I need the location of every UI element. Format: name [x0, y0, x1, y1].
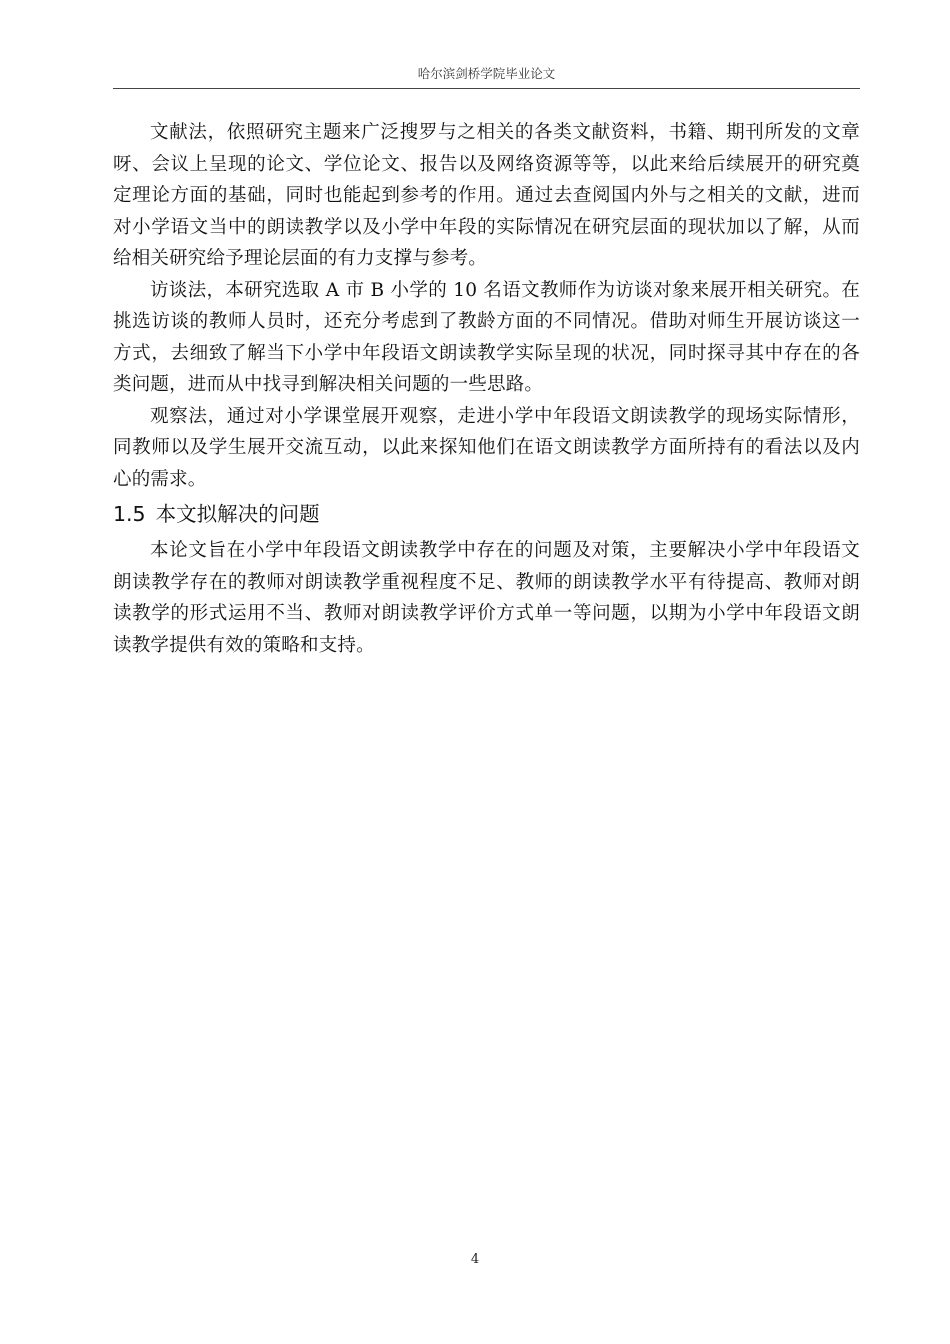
section-number: 1.5 — [113, 502, 146, 526]
page-header — [113, 66, 860, 89]
header-title: 哈尔滨剑桥学院毕业论文 — [417, 66, 556, 81]
section-heading — [113, 499, 860, 529]
page-number: 4 — [470, 1252, 480, 1267]
paragraph-interview-method: 访谈法，本研究选取 A 市 B 小学的 10 名语文教师作为访谈对象来展开相关研究。在 挑选访谈的教师人员时，还充分考虑到了教龄方面的不同情况。借助对师生开展访谈这一 方式，去细致了解当下小学中年段语文朗读教学实际呈现的状况，同时探寻其中存在的各 类问题，进而从中找寻到解决相关问题的一些思路。 — [113, 279, 860, 395]
paragraph-literature-method: 文献法，依照研究主题来广泛搜罗与之相关的各类文献资料，书籍、期刊所发的文章呀、会议上呈现的论文、学位论文、报告以及网络资源等等，以此来给后续展开的研究奠定理论方面的基础，同时也能起到参考的作用。通过去查阅国内外与之相关的文献，进而对小学语文当中的朗读教学以及小学中年段的实际情况在研究层面的现状加以了解，从而给相关研究给予理论层面的有力支撑与参考。 — [113, 122, 860, 269]
document-body — [113, 117, 860, 661]
paragraph-problems-to-solve: 本论文旨在小学中年段语文朗读教学中存在的问题及对策，主要解决小学中年段语文朗读教学存在的教师对朗读教学重视程度不足、教师的朗读教学水平有待提高、教师对朗读教学的形式运用不当、教师对朗读教学评价方式单一等问题，以期为小学中年段语文朗读教学提供有效的策略和支持。 — [113, 540, 860, 656]
section-title: 本文拟解决的问题 — [155, 502, 320, 526]
paragraph-observation-method: 观察法，通过对小学课堂展开观察，走进小学中年段语文朗读教学的现场实际情形，同教师以及学生展开交流互动，以此来探知他们在语文朗读教学方面所持有的看法以及内心的需求。 — [113, 405, 860, 490]
